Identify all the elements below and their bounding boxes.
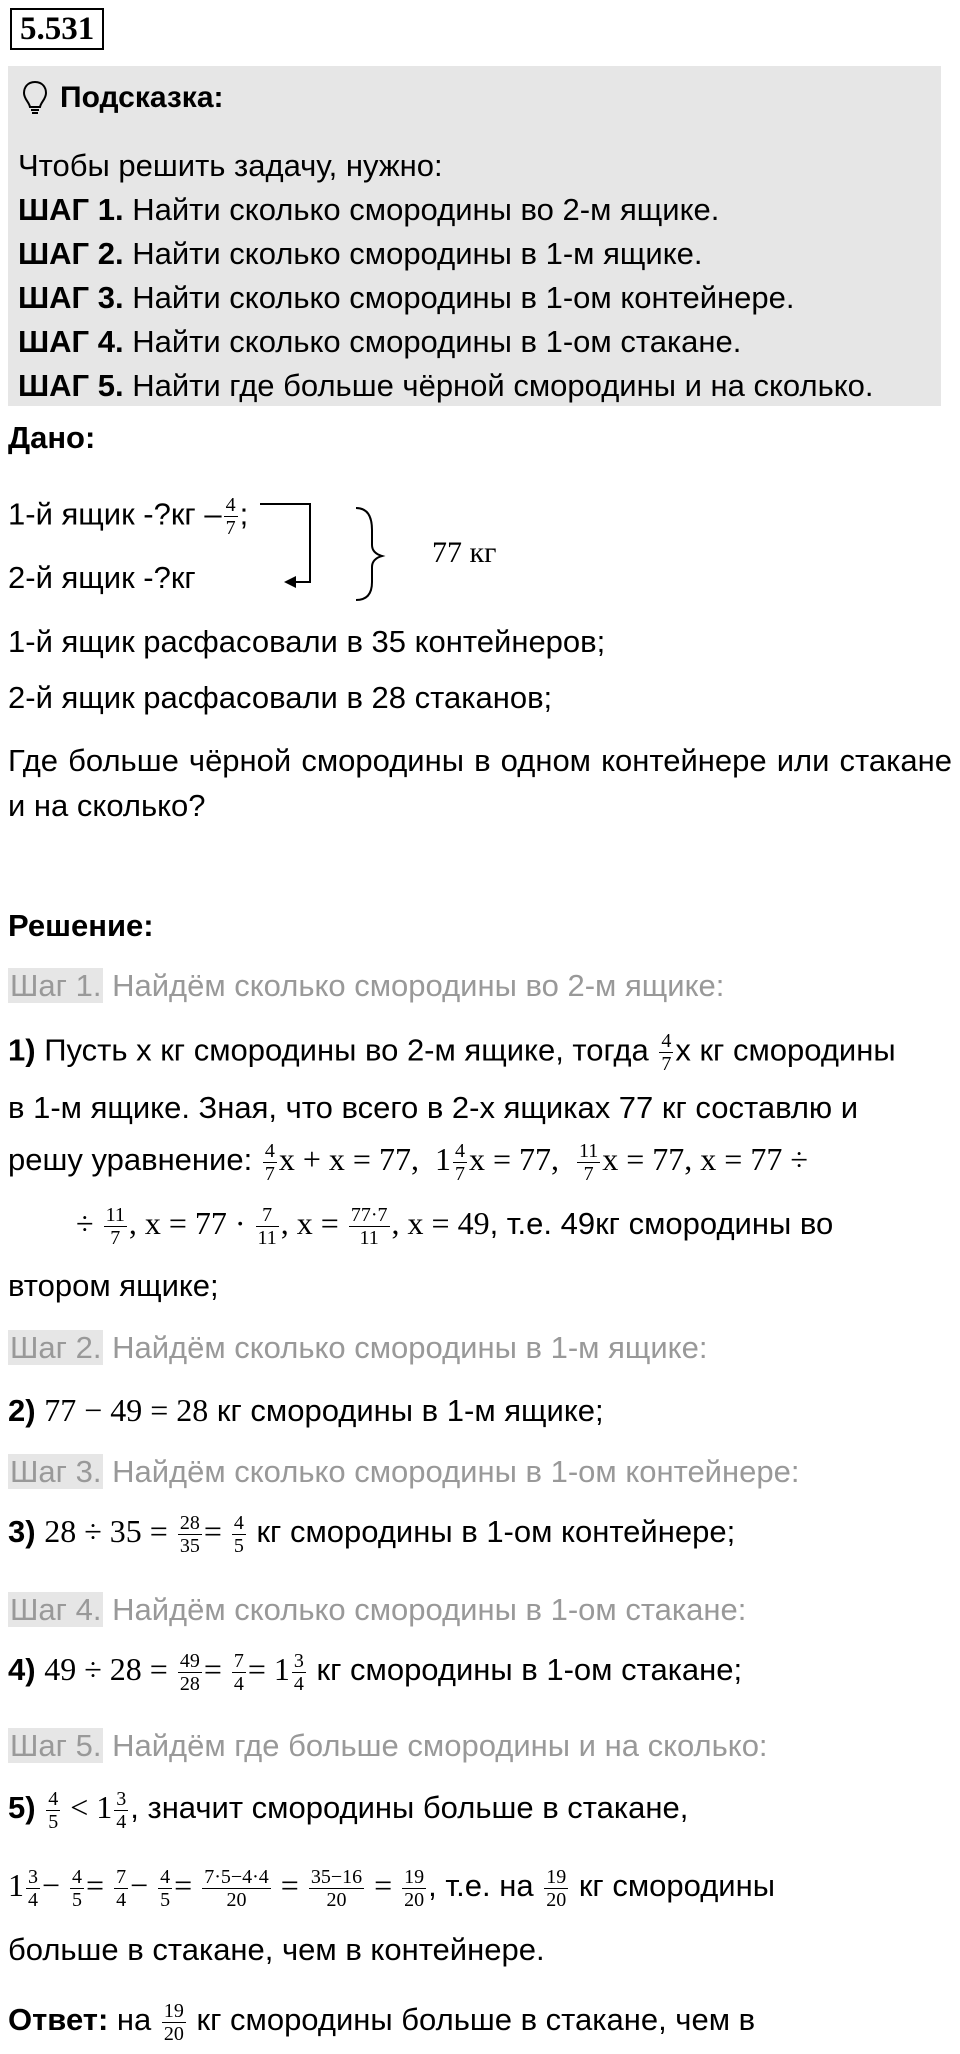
answer-label: Ответ:: [8, 2001, 109, 2037]
p4-line: [8, 1650, 742, 1695]
p5-compare: $\frac{4}{5}$ < 1 $\frac{3}{4}$: [48, 1788, 127, 1833]
p3-math: 28 ÷ 35 = $\frac{28}{35}$ = $\frac{4}{5}$: [44, 1512, 244, 1557]
numerator: 4: [225, 494, 236, 516]
p4-math: 49 ÷ 28 = $\frac{49}{28}$ = $\frac{7}{4}$ = 1 $\frac{3}{4}$: [44, 1650, 304, 1695]
p5-res2: кг смородины: [578, 1867, 776, 1903]
step4-heading: [8, 1592, 746, 1628]
item-num: 1): [8, 1032, 36, 1068]
problem-number: 5.531: [10, 8, 104, 50]
hint-step-text: Найти сколько смородины в 1-ом контейнере.: [132, 280, 795, 315]
given-brackets: [0, 0, 960, 620]
item-num: 3): [8, 1513, 36, 1549]
hint-step-text: Найти сколько смородины во 2-м ящике.: [132, 192, 720, 227]
denominator: 7: [225, 517, 236, 539]
p2-line: [8, 1392, 604, 1429]
hint-step-label: ШАГ 4.: [18, 324, 124, 359]
item-num: 2): [8, 1393, 36, 1428]
step-text: Найдём где больше смородины и на сколько:: [112, 1728, 768, 1763]
p1-a: Пусть x кг смородины во 2-м ящике, тогда: [44, 1032, 649, 1068]
numerator: 4: [661, 1030, 672, 1052]
p5-text: , значит смородины больше в стакане,: [130, 1789, 689, 1825]
denominator: 7: [661, 1053, 672, 1075]
step-text: Найдём сколько смородины во 2-м ящике:: [112, 968, 725, 1003]
step-text: Найдём сколько смородины в 1-ом стакане:: [112, 1592, 747, 1627]
p2-text: кг смородины в 1-м ящике;: [216, 1393, 604, 1428]
fraction-4-7: [659, 1030, 673, 1075]
given-box1: 1-й ящик -?кг – $\frac{4}{7}$ ;: [8, 494, 249, 539]
p1-line1: [8, 1030, 896, 1075]
hint-step-label: ШАГ 2.: [18, 236, 124, 271]
hint-step-text: Найти сколько смородины в 1-ом стакане.: [132, 324, 742, 359]
p3-line: [8, 1512, 735, 1557]
given-box1-text: 1-й ящик -?кг –: [8, 496, 222, 532]
given-line1: 1-й ящик расфасовали в 35 контейнеров;: [8, 624, 606, 659]
hint-step-text: Найти где больше чёрной смородины и на сколько.: [132, 368, 874, 403]
step-tag: Шаг 4.: [10, 1592, 102, 1627]
p3-text: кг смородины в 1-ом контейнере;: [256, 1513, 736, 1549]
p5-res: , т.е. на: [428, 1867, 534, 1903]
p5-math: 1 $\frac{3}{4}$ − $\frac{4}{5}$ = $\frac{7}{4}$ − $\frac{4}{5}$ = $\frac{7\cdot 5-4\cdot 4}{20}$ = $\frac{35-16}{20}$ = $\frac{19}{20}$: [8, 1866, 425, 1911]
hint-step-text: Найти сколько смородины в 1-м ящике.: [132, 236, 703, 271]
hint-step-label: ШАГ 5.: [18, 368, 124, 403]
p5-line2: 1 $\frac{3}{4}$ − $\frac{4}{5}$ = $\frac{7}{4}$ − $\frac{4}{5}$ = $\frac{7\cdot 5-4\cdot 4}{20}$ = $\frac{35-16}{20}$ = $\frac{19}{20}$ , т.е. на $\frac{19}{20}$ кг смородины: [8, 1866, 776, 1911]
step-tag: Шаг 1.: [10, 968, 102, 1003]
p1-line3: [8, 1140, 808, 1185]
p4-text: кг смородины в 1-ом стакане;: [316, 1651, 743, 1687]
answer-line: Ответ: на $\frac{19}{20}$ кг смородины больше в стакане, чем в: [8, 2000, 756, 2045]
item-num: 5): [8, 1789, 36, 1825]
step1-heading: [8, 968, 724, 1004]
p1-b: x кг смородины: [675, 1032, 896, 1068]
p2-math: 77 − 49 = 28: [44, 1392, 209, 1428]
p1-last: втором ящике;: [8, 1268, 219, 1303]
step5-heading: [8, 1728, 768, 1764]
hint-intro: Чтобы решить задачу, нужно:: [18, 148, 443, 183]
p1-end: , т.е. 49кг смородины во: [489, 1205, 834, 1241]
answer-b: кг смородины больше в стакане, чем в: [196, 2001, 756, 2037]
hint-step-label: ШАГ 1.: [18, 192, 124, 227]
equation-1: $\frac{4}{7}$ x + x = 77, 1 $\frac{4}{7}$ x = 77, $\frac{11}{7}$ x = 77, x = 77 ÷: [264, 1140, 808, 1185]
given-line2: 2-й ящик расфасовали в 28 стаканов;: [8, 680, 553, 715]
p5-last: больше в стакане, чем в контейнере.: [8, 1932, 545, 1967]
p5-line1: [8, 1788, 688, 1833]
hint-title: Подсказка:: [60, 81, 224, 114]
step-text: Найдём сколько смородины в 1-ом контейнере:: [112, 1454, 800, 1489]
answer-a: на: [116, 2001, 152, 2037]
solution-title: Решение:: [8, 908, 154, 943]
step-text: Найдём сколько смородины в 1-м ящике:: [112, 1330, 708, 1365]
step2-heading: [8, 1330, 707, 1366]
step3-heading: [8, 1454, 799, 1490]
given-box2: 2-й ящик -?кг: [8, 560, 196, 595]
given-title: Дано:: [8, 420, 96, 455]
step-tag: Шаг 5.: [10, 1728, 102, 1763]
p1-line4: [76, 1204, 833, 1249]
hint-step-label: ШАГ 3.: [18, 280, 124, 315]
given-total: 77 кг: [432, 536, 497, 569]
step-tag: Шаг 3.: [10, 1454, 102, 1489]
step-tag: Шаг 2.: [10, 1330, 102, 1365]
item-num: 4): [8, 1651, 36, 1687]
p1-c: в 1-м ящике. Зная, что всего в 2-х ящиках 77 кг составлю и: [8, 1090, 859, 1125]
p1-d: решу уравнение:: [8, 1141, 253, 1177]
equation-2: ÷ $\frac{11}{7}$ , x = 77 · $\frac{7}{11}$ , x = $\frac{77\cdot 7}{11}$ , x = 49: [76, 1204, 490, 1249]
given-question: Где больше чёрной смородины в одном контейнере или стакане и на сколько?: [8, 743, 952, 823]
